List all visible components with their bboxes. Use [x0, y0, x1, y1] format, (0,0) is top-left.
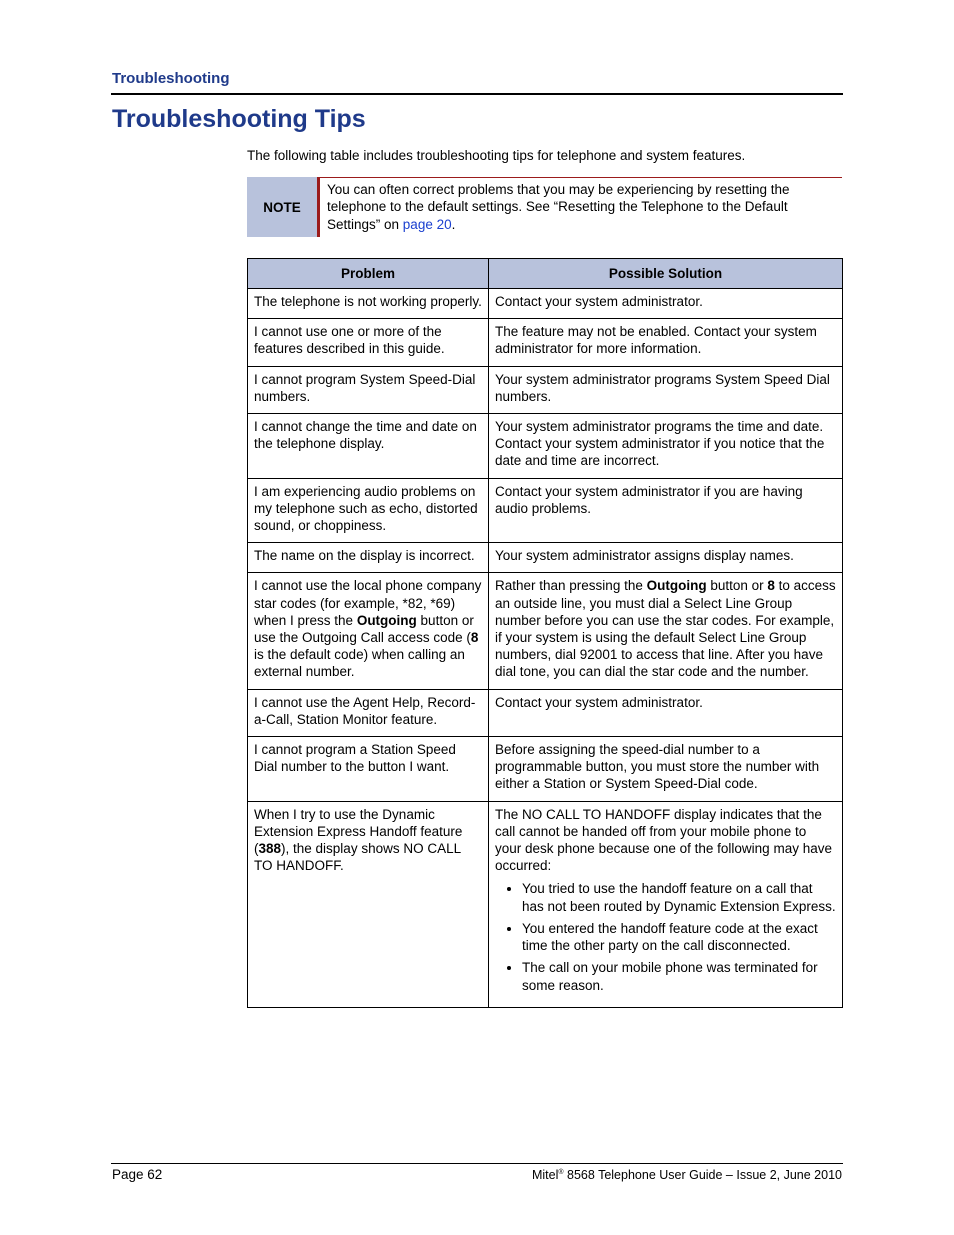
- document-title: 8568 Telephone User Guide – Issue 2, June 2010: [563, 1168, 842, 1182]
- solution-cell: [489, 573, 843, 689]
- problem-cell: [248, 289, 489, 319]
- solution-cell: [489, 319, 843, 366]
- problem-cell: [248, 737, 489, 802]
- solution-cell: [489, 289, 843, 319]
- problem-cell: [248, 478, 489, 543]
- problem-cell: [248, 366, 489, 413]
- list-item: • You entered the handoff feature code at the exact time the other party on the call disconnected.: [522, 920, 836, 954]
- table-row: [248, 319, 843, 366]
- problem-cell: [248, 689, 489, 736]
- cell-text: to access an outside line, you must dial a Select Line Group number before you can use the star codes. For example, if your system is using the default Select Line Group numbers, dial 92001 to access that line. After you have dial tone, you can dial the star code and the number.: [495, 578, 836, 680]
- cell-text: Contact your system administrator.: [495, 294, 703, 309]
- table-row: [248, 478, 843, 543]
- cell-text: The feature may not be enabled. Contact your system administrator for more information.: [495, 324, 817, 357]
- cell-text: button or use the Outgoing Call access code (: [254, 612, 474, 646]
- solution-cell: [489, 478, 843, 543]
- footer-rule: [111, 1163, 843, 1164]
- bold-keyword: 388: [258, 841, 282, 857]
- cell-text: I am experiencing audio problems on my telephone such as echo, distorted sound, or choppiness.: [254, 483, 478, 534]
- note-text: [320, 177, 842, 237]
- solution-cell: [489, 737, 843, 802]
- header-possible-solution: Possible Solution: [489, 259, 843, 289]
- page-20-link[interactable]: page 20: [402, 216, 452, 232]
- cell-text: When I try to use the Dynamic Extension Express Handoff feature (: [254, 806, 463, 857]
- document-info: [532, 1168, 842, 1182]
- solution-cell: [489, 801, 843, 1007]
- table-row: [248, 737, 843, 802]
- table-row: [248, 289, 843, 319]
- header-rule: [111, 93, 843, 95]
- table-row: [248, 689, 843, 736]
- cell-text: The telephone is not working properly.: [254, 294, 482, 309]
- table-row: [248, 801, 843, 1007]
- cell-text: Contact your system administrator.: [495, 694, 703, 710]
- brand-name: Mitel: [531, 1168, 559, 1182]
- table-row: [248, 414, 843, 479]
- page-title: Troubleshooting Tips: [112, 105, 366, 133]
- note-text-after: .: [451, 216, 456, 232]
- cell-text: Your system administrator assigns display names.: [495, 548, 794, 564]
- bold-keyword: 8: [767, 578, 775, 594]
- cell-text: I cannot use the Agent Help, Record-a-Call, Station Monitor feature.: [254, 694, 476, 727]
- page-number: Page 62: [112, 1167, 163, 1182]
- header-problem: Problem: [248, 259, 489, 289]
- cell-text: I cannot use the local phone company star codes (for example, *82, *69) when I press the: [254, 578, 482, 628]
- problem-cell: [248, 319, 489, 366]
- intro-paragraph: The following table includes troubleshooting tips for telephone and system features.: [247, 148, 746, 163]
- table-row: [248, 366, 843, 413]
- table-row: [248, 573, 843, 689]
- cell-text: The NO CALL TO HANDOFF display indicates that the call cannot be handed off from your mobile phone to your desk phone because one of the following may have occurred:: [495, 806, 832, 874]
- bold-keyword: Outgoing: [356, 612, 417, 628]
- note-box: [247, 177, 842, 237]
- problem-cell: [248, 801, 489, 1007]
- cell-text: is the default code) when calling an external number.: [254, 647, 465, 680]
- handoff-reasons-list: [495, 880, 836, 993]
- cell-text: Before assigning the speed-dial number to a programmable button, you must store the number with either a Station or System Speed-Dial code.: [495, 742, 820, 792]
- cell-text: Contact your system administrator if you are having audio problems.: [495, 483, 803, 516]
- cell-text: Your system administrator programs System Speed Dial numbers.: [495, 371, 830, 404]
- solution-cell: [489, 543, 843, 573]
- cell-text: The name on the display is incorrect.: [254, 548, 475, 564]
- problem-cell: [248, 414, 489, 479]
- problem-cell: [248, 573, 489, 689]
- cell-text: Your system administrator programs the time and date. Contact your system administrator if you notice that the date and time are incorrect.: [495, 419, 825, 469]
- solution-cell: [489, 689, 843, 736]
- cell-text: button or: [706, 578, 768, 594]
- problem-cell: [248, 543, 489, 573]
- cell-text: ), the display shows NO CALL TO HANDOFF.: [254, 841, 461, 874]
- cell-text: Rather than pressing the: [495, 578, 647, 594]
- troubleshooting-table: [247, 258, 843, 1008]
- cell-text: I cannot use one or more of the features described in this guide.: [254, 324, 445, 357]
- solution-cell: [489, 414, 843, 479]
- table-row: [248, 543, 843, 573]
- note-text-before: You can often correct problems that you may be experiencing by resetting the telephone to the default settings. See “Resetting the Telephone to the Default Settings” on: [327, 182, 790, 232]
- cell-text: I cannot change the time and date on the telephone display.: [254, 419, 477, 452]
- bold-keyword: 8: [470, 630, 479, 646]
- registered-mark: ®: [558, 1168, 564, 1176]
- note-label: NOTE: [247, 177, 320, 237]
- solution-cell: [489, 366, 843, 413]
- bold-keyword: Outgoing: [646, 578, 707, 594]
- list-item: • You tried to use the handoff feature on a call that has not been routed by Dynamic Extension Express.: [522, 880, 836, 914]
- cell-text: I cannot program System Speed-Dial numbers.: [254, 371, 476, 404]
- cell-text: I cannot program a Station Speed Dial number to the button I want.: [254, 742, 456, 775]
- section-label: Troubleshooting: [112, 70, 230, 87]
- table-header-row: [248, 259, 843, 289]
- list-item: • The call on your mobile phone was terminated for some reason.: [522, 959, 836, 993]
